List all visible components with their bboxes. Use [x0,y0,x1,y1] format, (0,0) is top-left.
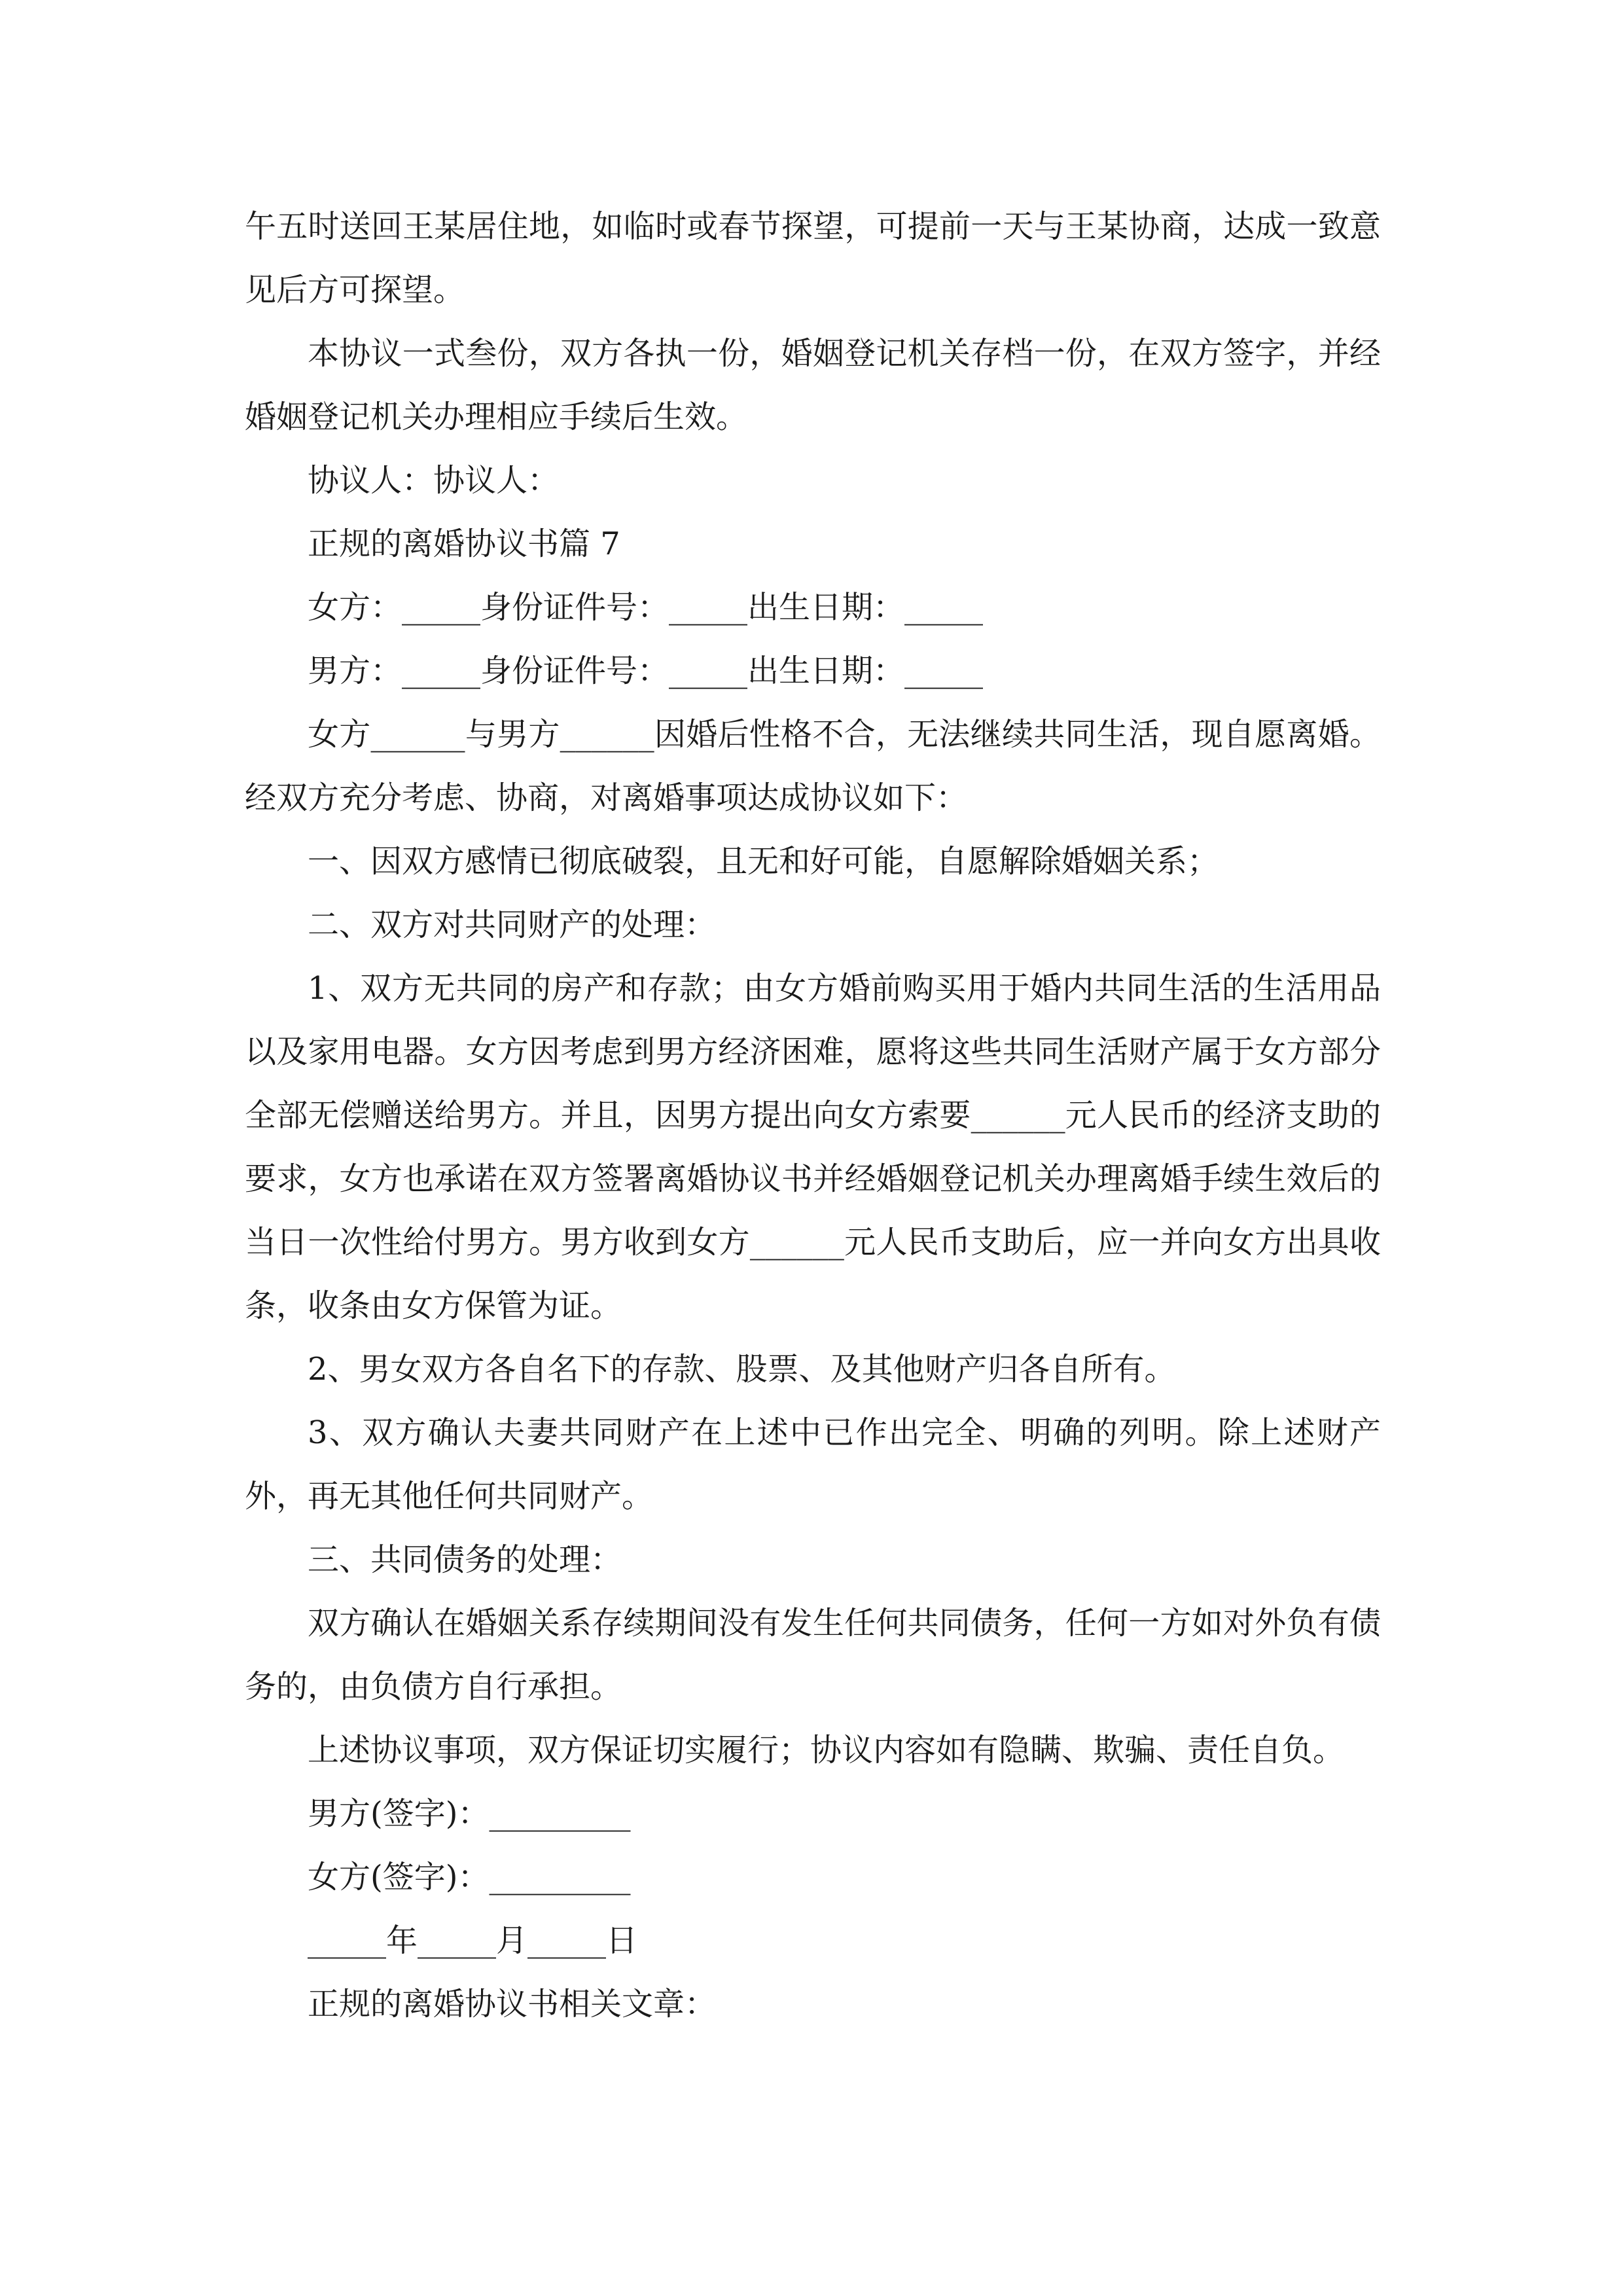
paragraph-female-info: 女方：_____身份证件号：_____出生日期：_____ [308,589,984,626]
date-line: _____年_____月_____日 [308,1922,638,1959]
clause-1: 一、因双方感情已彻底破裂，且无和好可能，自愿解除婚姻关系； [308,843,1219,880]
clause-3-body: 双方确认在婚姻关系存续期间没有发生任何共同债务，任何一方如对外负有债务的，由负债方自行承担。 [245,1605,1381,1705]
female-signature-line: 女方(签字)：_________ [308,1859,631,1895]
clause-2-item-1: 1、双方无共同的房产和存款；由女方婚前购买用于婚内共同生活的生活用品以及家用电器。女方因考虑到男方经济困难，愿将这些共同生活财产属于女方部分全部无偿赠送给男方。并且，因男方提出向女方索要______元人民币的经济支助的要求，女方也承诺在双方签署离婚协议书并经婚姻登记机关办理离婚手续生效后的当日一次性给付男方。男方收到女方______元人民币支助后，应一并向女方出具收条，收条由女方保管为证。 [245,970,1381,1324]
clause-2-heading: 二、双方对共同财产的处理： [308,906,717,943]
paragraph-visit-time: 午五时送回王某居住地，如临时或春节探望，可提前一天与王某协商，达成一致意见后方可探望。 [245,208,1381,308]
paragraph-signatories: 协议人：协议人： [308,462,560,499]
paragraph-guarantee: 上述协议事项，双方保证切实履行；协议内容如有隐瞒、欺骗、责任自负。 [308,1732,1345,1768]
clause-2-item-2: 2、男女双方各自名下的存款、股票、及其他财产归各自所有。 [308,1351,1176,1388]
paragraph-copies: 本协议一式叁份，双方各执一份，婚姻登记机关存档一份，在双方签字，并经婚姻登记机关办理相应手续后生效。 [245,335,1381,435]
paragraph-male-info: 男方：_____身份证件号：_____出生日期：_____ [308,653,984,689]
clause-3-heading: 三、共同债务的处理： [308,1541,622,1578]
male-signature-line: 男方(签字)：_________ [308,1795,631,1832]
clause-2-item-3: 3、双方确认夫妻共同财产在上述中已作出完全、明确的列明。除上述财产外，再无其他任何共同财产。 [245,1414,1381,1515]
document-body [245,195,1381,2036]
section-title: 正规的离婚协议书篇 7 [308,526,620,562]
related-articles-heading: 正规的离婚协议书相关文章： [308,1986,717,2022]
paragraph-intro: 女方______与男方______因婚后性格不合，无法继续共同生活，现自愿离婚。经双方充分考虑、协商，对离婚事项达成协议如下： [245,716,1381,816]
